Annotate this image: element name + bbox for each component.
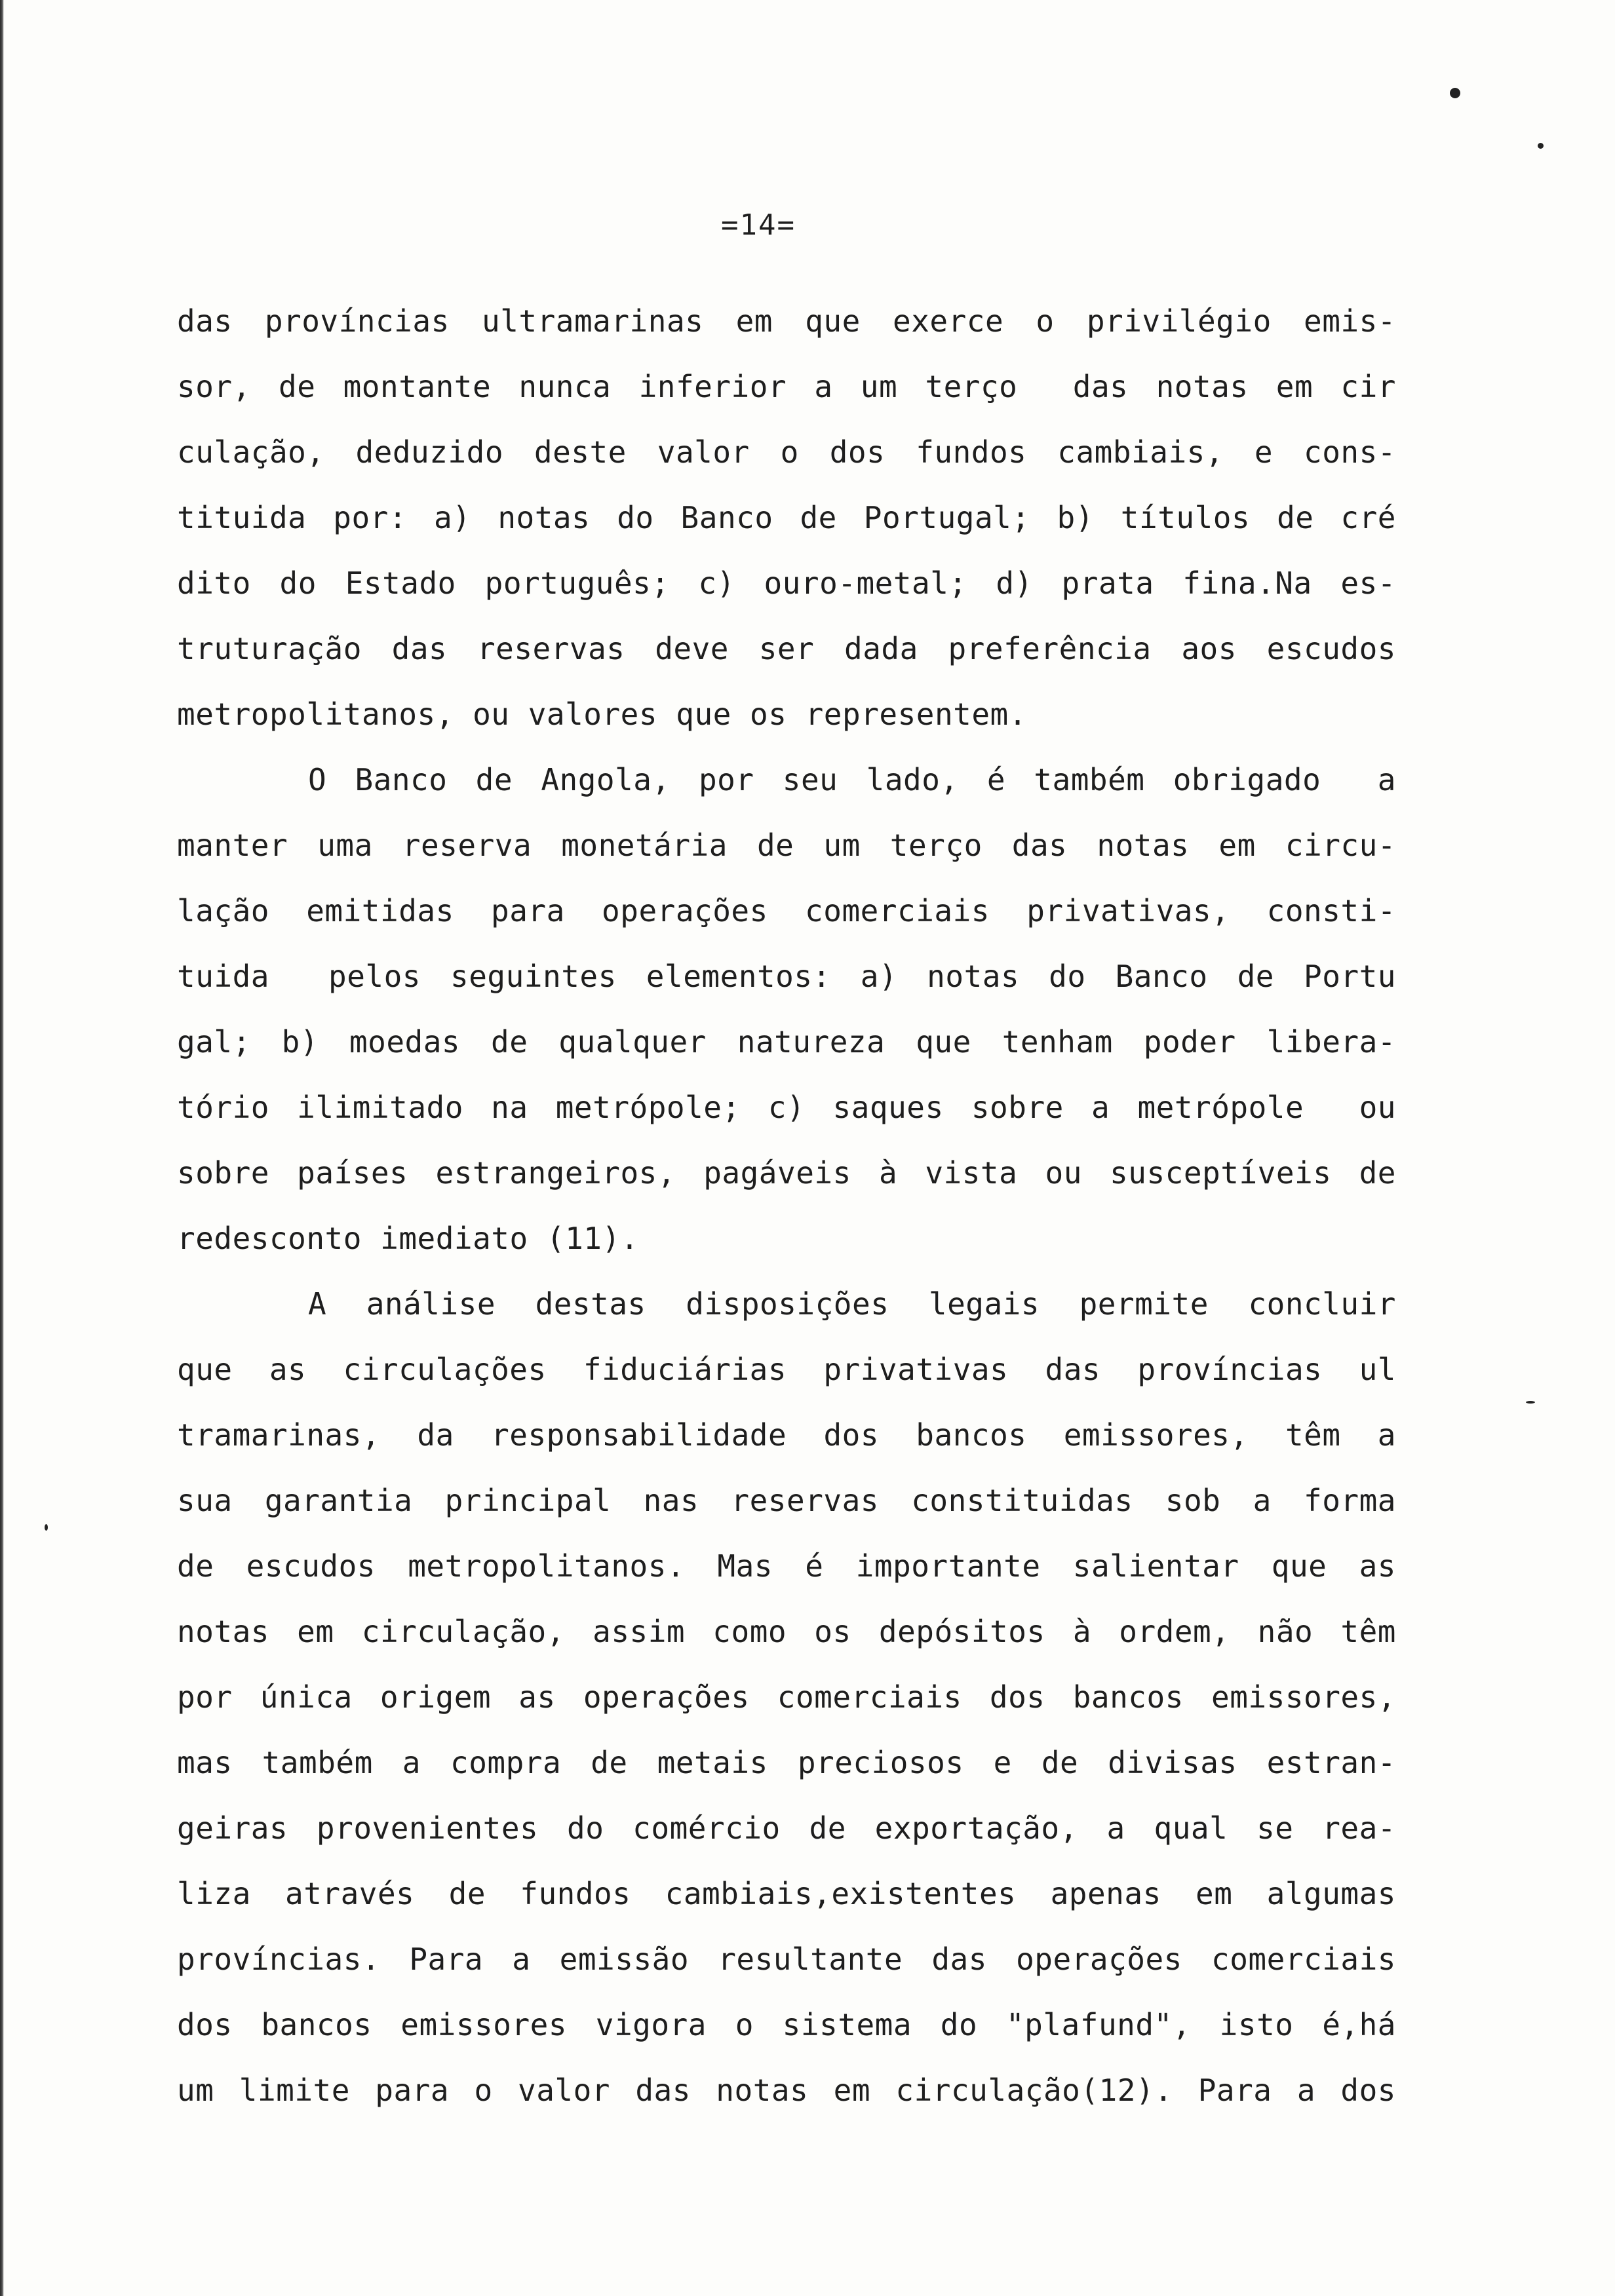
- text-line: mas também a compra de metais preciosos e de divisas estran-: [177, 1745, 1396, 1780]
- text-line: truturação das reservas deve ser dada preferência aos escudos: [177, 631, 1396, 666]
- text-line: um limite para o valor das notas em circulação(12). Para a dos: [177, 2073, 1396, 2108]
- ink-speck: [1538, 143, 1544, 149]
- text-line: sobre países estrangeiros, pagáveis à vista ou susceptíveis de: [177, 1155, 1396, 1191]
- text-line: províncias. Para a emissão resultante das operações comerciais: [177, 1942, 1396, 1977]
- text-line: culação, deduzido deste valor o dos fundos cambiais, e cons-: [177, 434, 1396, 470]
- text-line: gal; b) moedas de qualquer natureza que tenham poder libera-: [177, 1024, 1396, 1060]
- text-line: lação emitidas para operações comerciais privativas, consti-: [177, 893, 1396, 928]
- body-text: [177, 301, 1396, 2136]
- text-line: notas em circulação, assim como os depósitos à ordem, não têm: [177, 1614, 1396, 1649]
- text-line: O Banco de Angola, por seu lado, é também obrigado a: [308, 762, 1396, 797]
- text-line: A análise destas disposições legais permite concluir: [308, 1286, 1396, 1322]
- ink-speck: [1526, 1401, 1535, 1404]
- ink-speck: [45, 1524, 48, 1531]
- text-line: tituida por: a) notas do Banco de Portugal; b) títulos de cré: [177, 500, 1396, 535]
- page-left-edge: [0, 0, 4, 2296]
- text-line: das províncias ultramarinas em que exerce o privilégio emis-: [177, 303, 1396, 339]
- text-line: liza através de fundos cambiais,existentes apenas em algumas: [177, 1876, 1396, 1911]
- text-line: manter uma reserva monetária de um terço das notas em circu-: [177, 828, 1396, 863]
- text-line: dos bancos emissores vigora o sistema do "plafund", isto é,há: [177, 2007, 1396, 2042]
- text-line: geiras provenientes do comércio de exportação, a qual se rea-: [177, 1810, 1396, 1846]
- ink-speck: [1450, 88, 1460, 98]
- text-line: de escudos metropolitanos. Mas é importante salientar que as: [177, 1548, 1396, 1584]
- text-line: sor, de montante nunca inferior a um terço das notas em cir: [177, 369, 1396, 404]
- text-line: que as circulações fiduciárias privativas das províncias ul: [177, 1352, 1396, 1387]
- text-line: metropolitanos, ou valores que os representem.: [177, 697, 1027, 732]
- text-line: tório ilimitado na metrópole; c) saques sobre a metrópole ou: [177, 1090, 1396, 1125]
- text-line: tramarinas, da responsabilidade dos bancos emissores, têm a: [177, 1417, 1396, 1453]
- text-line: dito do Estado português; c) ouro-metal; d) prata fina.Na es-: [177, 565, 1396, 601]
- text-line: tuida pelos seguintes elementos: a) notas do Banco de Portu: [177, 959, 1396, 994]
- text-line: sua garantia principal nas reservas constituidas sob a forma: [177, 1483, 1396, 1518]
- text-line: por única origem as operações comerciais dos bancos emissores,: [177, 1679, 1396, 1715]
- text-line: redesconto imediato (11).: [177, 1221, 639, 1256]
- page-number: =14=: [721, 208, 796, 242]
